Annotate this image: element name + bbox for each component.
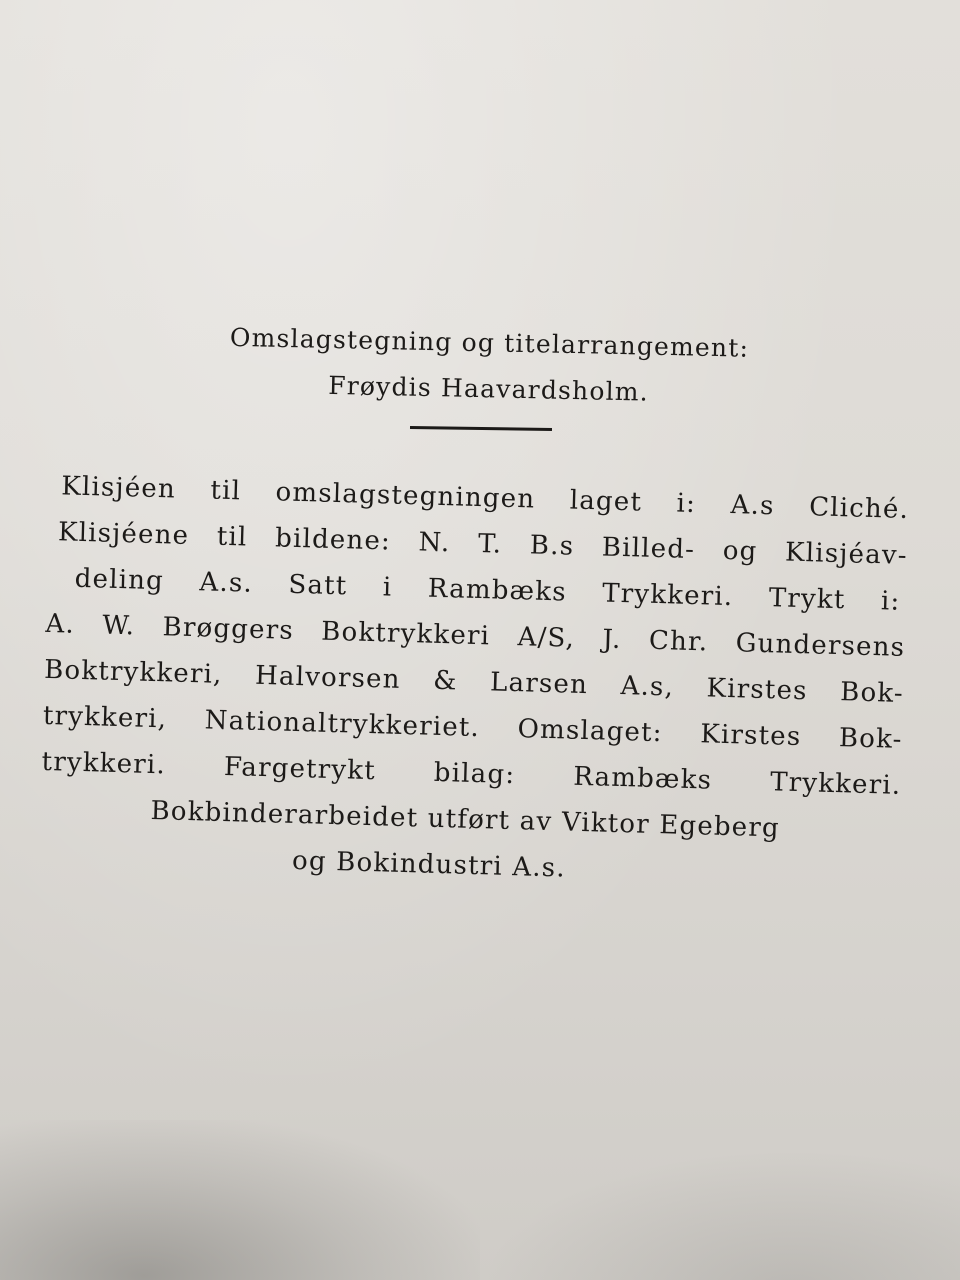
page-shadow [480,1150,960,1280]
divider-rule [410,426,552,431]
hand-shadow [0,1120,480,1280]
colophon-line: trykkeri. Fargetrykt bilag: Rambæks Trykkeri. [41,746,902,801]
colophon-text [38,463,909,901]
colophon-line: Klisjéene til bildene: N. T. B.s Billed- og Klisjéav- [57,517,909,571]
cover-credits [188,318,790,423]
colophon-line: A. W. Brøggers Boktrykkeri A/S, J. Chr. Gundersens [45,608,906,663]
cover-credits-name: Frøydis Haavardsholm. [327,370,650,407]
colophon-line: og Bokindustri A.s. [291,845,567,884]
colophon-line: trykkeri, Nationaltrykkeriet. Omslaget: Kirstes Bok- [42,700,904,755]
colophon-line: deling A.s. Satt i Rambæks Trykkeri. Trykt i: [74,563,901,617]
cover-credits-label: Omslagstegning og titelarrangement: [229,322,750,363]
colophon-line: Klisjéen til omslagstegningen laget i: A.s Cliché. [60,471,910,525]
colophon-line: Boktrykkeri, Halvorsen & Larsen A.s, Kirstes Bok- [43,654,905,709]
colophon-line: Bokbinderarbeidet utført av Viktor Egeberg [150,795,781,844]
